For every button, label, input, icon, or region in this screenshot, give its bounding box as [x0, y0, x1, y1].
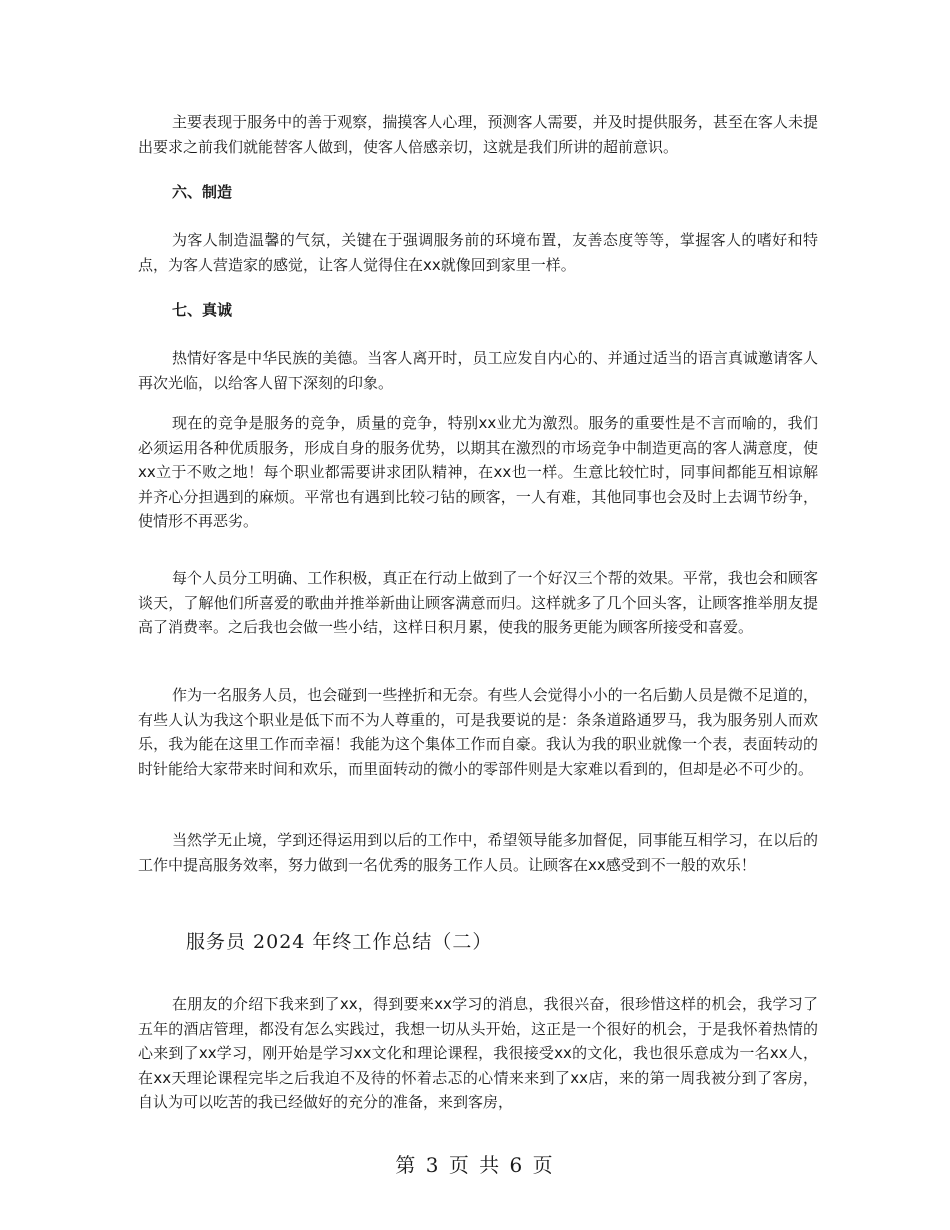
intro-paragraph: 主要表现于服务中的善于观察，揣摸客人心理，预测客人需要，并及时提供服务，甚至在客人未提出要求之前我们就能替客人做到，使客人倍感亲切，这就是我们所讲的超前意识。: [138, 113, 818, 156]
section-heading-6: 六、制造: [172, 183, 233, 201]
paragraph-teamwork: 每个人员分工明确、工作积极，真正在行动上做到了一个好汉三个帮的效果。平常，我也会和顾客谈天，了解他们所喜爱的歌曲并推举新曲让顾客满意而归。这样就多了几个回头客，让顾客推举朋友提高了消费率。之后我也会做一些小结，这样日积月累，使我的服务更能为顾客所接受和喜爱。: [138, 569, 818, 637]
section-heading-7: 七、真诚: [172, 301, 233, 319]
section-title: 服务员 2024 年终工作总结（二）: [186, 931, 493, 953]
paragraph-7: 热情好客是中华民族的美德。当客人离开时，员工应发自内心的、并通过适当的语言真诚邀请客人再次光临，以给客人留下深刻的印象。: [138, 349, 818, 392]
paragraph-role: 作为一名服务人员，也会碰到一些挫折和无奈。有些人会觉得小小的一名后勤人员是微不足道的，有些人认为我这个职业是低下而不为人尊重的，可是我要说的是：条条道路通罗马，我为服务别人而欢乐，我为能在这里工作而幸福！我能为这个集体工作而自豪。我认为我的职业就像一个表，表面转动的时针能给大家带来时间和欢乐，而里面转动的微小的零部件则是大家难以看到的，但却是必不可少的。: [138, 686, 818, 778]
paragraph-competition: 现在的竞争是服务的竞争，质量的竞争，特别xx业尤为激烈。服务的重要性是不言而喻的，我们必须运用各种优质服务，形成自身的服务优势，以期其在激烈的市场竞争中制造更高的客人满意度，使xx立于不败之地！每个职业都需要讲求团队精神，在xx也一样。生意比较忙时，同事间都能互相谅解并齐心分担遇到的麻烦。平常也有遇到比较刁钻的顾客，一人有难，其他同事也会及时上去调节纷争，使情形不再恶劣。: [138, 414, 818, 531]
paragraph-section2: 在朋友的介绍下我来到了xx，得到要来xx学习的消息，我很兴奋，很珍惜这样的机会，我学习了五年的酒店管理，都没有怎么实践过，我想一切从头开始，这正是一个很好的机会，于是我怀着热情的心来到了xx学习，刚开始是学习xx文化和理论课程，我很接受xx的文化，我也很乐意成为一名xx人，在xx天理论课程完毕之后我迫不及待的怀着忐忑的心情来来到了xx店，来的第一周我被分到了客房，自认为可以吃苦的我已经做好的充分的准备，来到客房，: [138, 995, 818, 1112]
paragraph-closing: 当然学无止境，学到还得运用到以后的工作中，希望领导能多加督促，同事能互相学习，在以后的工作中提高服务效率，努力做到一名优秀的服务工作人员。让顾客在xx感受到不一般的欢乐！: [138, 831, 818, 874]
page-indicator: 第 3 页 共 6 页: [395, 1153, 555, 1177]
paragraph-6: 为客人制造温馨的气氛，关键在于强调服务前的环境布置，友善态度等等，掌握客人的嗜好和特点，为客人营造家的感觉，让客人觉得住在xx就像回到家里一样。: [138, 231, 818, 274]
